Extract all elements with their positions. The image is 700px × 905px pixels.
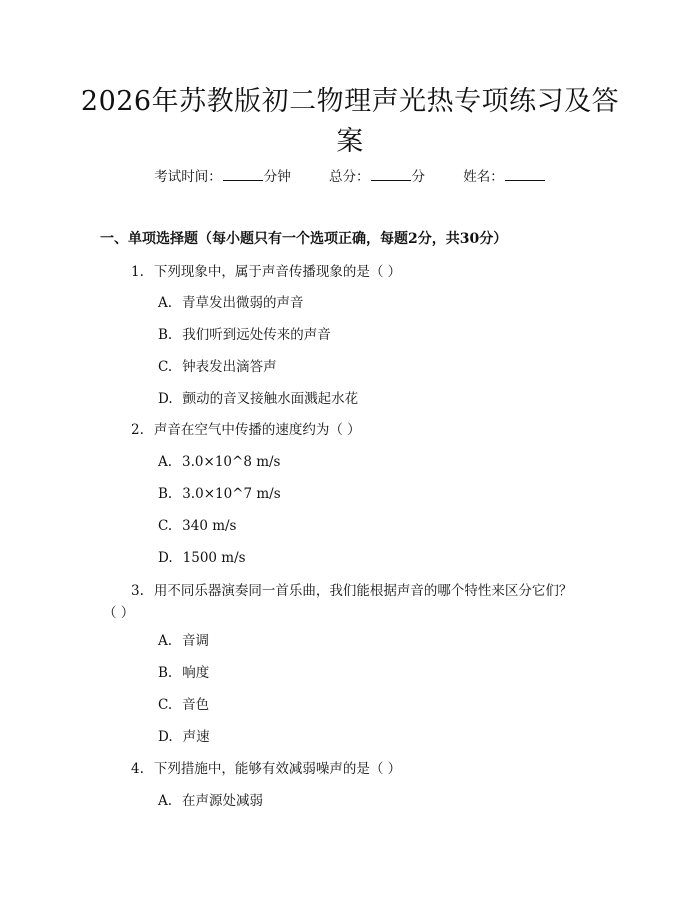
option-3a bbox=[158, 630, 209, 652]
total-score-unit: 分 bbox=[411, 169, 425, 185]
question-1 bbox=[131, 261, 401, 283]
option-text: 340 m/s bbox=[182, 518, 237, 534]
option-text: 3.0×10^8 m/s bbox=[182, 454, 281, 470]
option-2c bbox=[158, 515, 236, 537]
option-text: 在声源处减弱 bbox=[182, 793, 264, 809]
option-2b bbox=[158, 483, 281, 505]
question-text: 用不同乐器演奏同一首乐曲，我们能根据声音的哪个特性来区分它们？ bbox=[153, 583, 573, 599]
exam-info-row bbox=[0, 166, 700, 188]
option-text: 我们听到远处传来的声音 bbox=[182, 327, 331, 343]
question-3-continuation: （ ） bbox=[103, 605, 135, 621]
option-letter: C. bbox=[158, 518, 173, 534]
option-2a bbox=[158, 451, 280, 473]
total-score-label: 总分： bbox=[329, 169, 370, 185]
total-score-blank bbox=[371, 168, 411, 181]
exam-time-unit: 分钟 bbox=[263, 169, 291, 185]
option-1b bbox=[158, 324, 331, 346]
option-letter: C. bbox=[158, 359, 173, 375]
question-number: 1. bbox=[131, 264, 144, 280]
option-3c bbox=[158, 694, 209, 716]
option-letter: A. bbox=[158, 793, 173, 809]
option-text: 响度 bbox=[182, 665, 210, 681]
exam-time-blank bbox=[223, 168, 263, 181]
option-letter: A. bbox=[158, 454, 173, 470]
question-text: 下列措施中，能够有效减弱噪声的是（ ） bbox=[153, 761, 402, 777]
option-1d bbox=[158, 388, 358, 410]
option-text: 音色 bbox=[182, 697, 210, 713]
question-number: 3. bbox=[131, 583, 144, 599]
option-text: 钟表发出滴答声 bbox=[182, 359, 277, 375]
option-letter: B. bbox=[158, 665, 173, 681]
option-2d bbox=[158, 547, 246, 569]
option-text: 1500 m/s bbox=[182, 550, 246, 566]
question-2 bbox=[131, 419, 361, 441]
title-line-2: 案 bbox=[336, 126, 364, 157]
exam-time bbox=[154, 169, 291, 185]
option-1c bbox=[158, 356, 277, 378]
option-letter: D. bbox=[158, 550, 173, 566]
option-letter: B. bbox=[158, 327, 173, 343]
section-heading: 一、单项选择题（每小题只有一个选项正确，每题2分，共30分） bbox=[100, 231, 508, 247]
student-name-label: 姓名： bbox=[463, 169, 504, 185]
student-name-blank bbox=[505, 168, 545, 181]
option-text: 青草发出微弱的声音 bbox=[182, 295, 304, 311]
option-4a bbox=[158, 790, 263, 812]
question-text: 声音在空气中传播的速度约为（ ） bbox=[153, 422, 361, 438]
title-line-1: 2026年苏教版初二物理声光热专项练习及答 bbox=[80, 86, 620, 117]
document-title bbox=[80, 82, 620, 162]
question-number: 2. bbox=[131, 422, 144, 438]
total-score bbox=[329, 169, 425, 185]
question-number: 4. bbox=[131, 761, 144, 777]
option-letter: B. bbox=[158, 486, 173, 502]
option-text: 声速 bbox=[182, 729, 210, 745]
question-4 bbox=[131, 758, 401, 780]
question-text: 下列现象中，属于声音传播现象的是（ ） bbox=[153, 264, 402, 280]
student-name bbox=[463, 169, 546, 185]
option-text: 颤动的音叉接触水面溅起水花 bbox=[182, 391, 359, 407]
option-letter: C. bbox=[158, 697, 173, 713]
option-letter: D. bbox=[158, 391, 173, 407]
option-letter: D. bbox=[158, 729, 173, 745]
option-3d bbox=[158, 726, 210, 748]
option-3b bbox=[158, 662, 209, 684]
option-letter: A. bbox=[158, 633, 173, 649]
option-text: 音调 bbox=[182, 633, 210, 649]
option-letter: A. bbox=[158, 295, 173, 311]
option-text: 3.0×10^7 m/s bbox=[182, 486, 281, 502]
exam-time-label: 考试时间： bbox=[154, 169, 222, 185]
option-1a bbox=[158, 292, 304, 314]
question-3 bbox=[131, 580, 572, 602]
